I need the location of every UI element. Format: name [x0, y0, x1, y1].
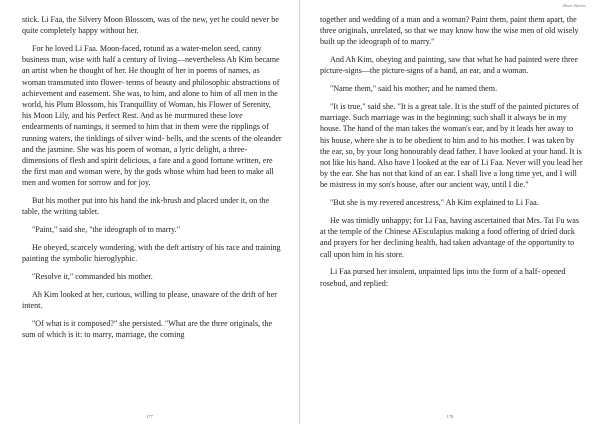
running-head: Short Stories	[562, 3, 586, 8]
paragraph: He was timidly unhappy; for Li Faa, having ascertained that Mrs. Tai Fu was at the temple of the Chinese AEsculapius making a food offering of dried duck and prayers for her declining health, had taken advantage of the opportunity to call upon him in his store.	[320, 216, 580, 259]
right-page-text	[320, 14, 583, 289]
paragraph: And Ah Kim, obeying and painting, saw that what he had painted were three picture-signs—the picture-signs of a hand, an ear, and a woman.	[320, 55, 578, 76]
paragraph: "Name them," said his mother; and he named them.	[330, 84, 498, 94]
paragraph: For he loved Li Faa. Moon-faced, rotund as a water-melon seed, canny business man, wise with half a century of living—nevertheless Ah Kim became an artist when he thought of her. He thought of her in poems of names, as woman transmuted into flower- terms of beauty and philosophic abstractions of achievement and easement. She was, to him, and alone to him of all men in the world, his Plum Blossom, his Tranquillity of Woman, his Flower of Serenity, his Moon Lily, and his Perfect Rest. And as he murmured these love endearments of namings, it seemed to him that in them were the ripplings of running waters, the tinklings of silver wind- bells, and the scents of the oleander and the jasmine. She was his poem of woman, a lyric delight, a three-dimensions of flesh and spirit delicious, a fate and a good fortune written, ere the first man and woman were, by the gods whose whim had been to make all men and women for sorrow and for joy.	[22, 44, 282, 188]
paragraph: Li Faa pursed her insolent, unpainted lips into the form of a half- opened rosebud, and replied:	[320, 267, 566, 288]
right-page	[300, 0, 600, 424]
paragraph: "It is true," said she. "It is a great tale. It is the stuff of the painted pictures of marriage. Such marriage was in the beginning; such shall it always be in my house. The hand of the man takes the woman's ear, and by it leads her away to his house, where she is to be obedient to him and to his mother. I was taken by the ear, so, by your long honourably dead father. I have looked at your hand. It is not like his hand. Also have I looked at the ear of Li Faa. Never will you lead her by the ear. She has not that kind of an ear. I shall live a long time yet, and I will be mistress in my son's house, after our ancient way, until I die."	[320, 102, 583, 190]
paragraph: "Paint," said she, "the ideograph of to marry."	[32, 225, 181, 235]
left-page-text	[22, 14, 282, 340]
paragraph: "Resolve it," commanded his mother.	[32, 272, 153, 282]
paragraph: But his mother put into his hand the ink-brush and placed under it, on the table, the writing tablet.	[22, 196, 270, 217]
paragraph: together and wedding of a man and a woman? Paint them, paint them apart, the three originals, unrelated, so that we may know how the wise men of old wisely built up the ideograph of to marry."	[320, 15, 579, 47]
paragraph: "Of what is it composed?" she persisted. "What are the three originals, the sum of which is it: to marry, marriage, the coming	[22, 318, 273, 340]
paragraph: He obeyed, scarcely wondering, with the deft artistry of his race and training painting the symbolic hieroglyphic.	[22, 243, 281, 264]
page-number: 177	[146, 414, 153, 419]
paragraph: Ah Kim looked at her, curious, willing to please, unaware of the drift of her intent.	[22, 289, 277, 311]
paragraph: "But she is my revered ancestress," Ah Kim explained to Li Faa.	[330, 198, 539, 208]
paragraph: stick. Li Faa, the Silvery Moon Blossom, was of the new, yet he could never be quite completely happy without her.	[22, 15, 279, 36]
page-number: 178	[446, 414, 454, 419]
